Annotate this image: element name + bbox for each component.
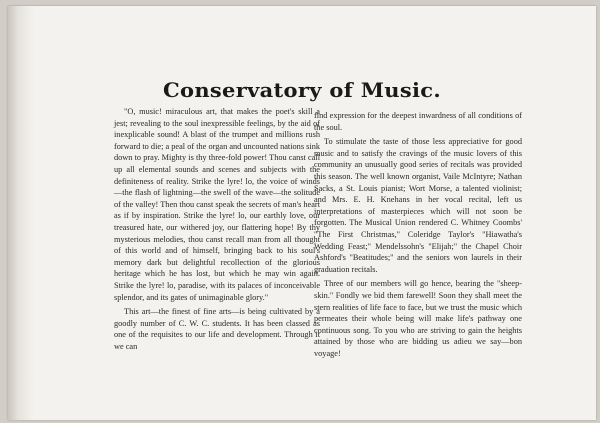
farewell-paragraph: Three of our members will go hence, bearing the "sheep-skin." Fondly we bid them farewell! Soon they shall meet the stern realities of life face to face, but we trust the music which permeates their whole being will make life's pathway one continuous song. To you who are striving to gain the heights attained by those who are bidding us adieu we say—bon voyage! bbox=[314, 279, 522, 358]
left-column bbox=[114, 106, 320, 355]
page-sheet bbox=[8, 6, 596, 420]
right-column bbox=[314, 110, 522, 362]
continuation-paragraph: find expression for the deepest inwardness of all conditions of the soul. bbox=[314, 111, 522, 132]
body-paragraph: This art—the finest of fine arts—is being cultivated by a goodly number of C. W. C. students. It has been classed as one of the requisites to our life and development. Through it we can bbox=[114, 307, 320, 351]
page-title: Conservatory of Music. bbox=[162, 78, 442, 102]
binding-gutter bbox=[8, 6, 34, 420]
quote-paragraph: "O, music! miraculous art, that makes the poet's skill a jest; revealing to the soul inexpressible feelings, by the aid of inexplicable sound! A blast of the trumpet and millions rush forward to die; a peal of the organ and uncounted nations sink down to pray. Mighty is thy three-fold power! Thou canst call up all elemental sounds and scenes and subjects with the definiteness of reality. Strike the lyre! lo, the voice of winds—the flash of lightning—the swell of the wave—the solitude of the valley! Then thou canst speak the secrets of man's heart as if by inspiration. Strike the lyre! lo, our earthly love, our treasured hate, our withered joy, our flattering hope! By thy mysterious melodies, thou canst recall man from all thought of this world and of himself, bringing back to his soul's memory dark but delightful recollection of the glorious heritage which he has lost, but which he may win again. Strike the lyre! lo, paradise, with its palaces of inconceivable splendor, and its gates of unimaginable glory." bbox=[114, 107, 320, 302]
recitals-paragraph: To stimulate the taste of those less appreciative for good music and to satisfy the cravings of the music lovers of this community an unusually good series of recitals was provided this season. The well known organist, Vaile McIntyre; Nathan Sacks, a St. Louis pianist; Wort Morse, a talented violinist; and Mrs. E. H. Knehans in her vocal recital, left us interpretations of masterpieces which will not soon be forgotten. The Musical Union rendered C. Whitney Coombs' "The First Christmas," Coleridge Taylor's "Hiawatha's Wedding Feast;" Mendelssohn's "Elijah;" the Chapel Choir Ashford's "Beatitudes;" and the seniors won laurels in their graduation recitals. bbox=[314, 137, 522, 274]
